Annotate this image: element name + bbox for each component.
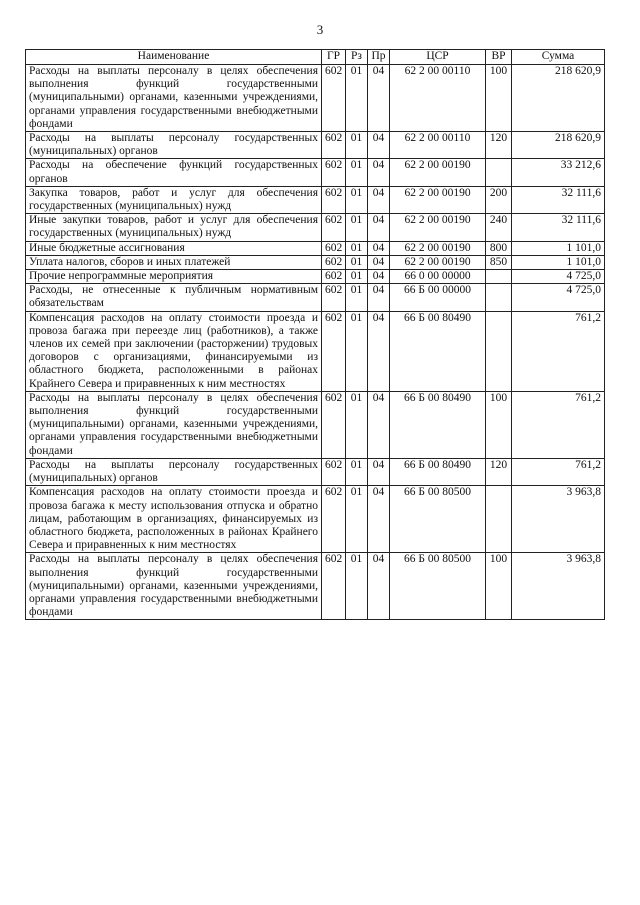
cell-vr: 800 (486, 241, 512, 255)
cell-pr: 04 (368, 132, 390, 159)
cell-gr: 602 (322, 284, 346, 311)
cell-name: Иные закупки товаров, работ и услуг для обеспечения государственных (муниципальных) нужд (26, 214, 322, 241)
cell-rz: 01 (346, 241, 368, 255)
cell-csr: 62 2 00 00190 (390, 214, 486, 241)
cell-sum: 4 725,0 (512, 284, 605, 311)
cell-gr: 602 (322, 458, 346, 485)
cell-sum: 761,2 (512, 311, 605, 391)
cell-pr: 04 (368, 255, 390, 269)
cell-pr: 04 (368, 65, 390, 132)
cell-name: Закупка товаров, работ и услуг для обеспечения государственных (муниципальных) нужд (26, 186, 322, 213)
cell-sum: 32 111,6 (512, 214, 605, 241)
cell-gr: 602 (322, 65, 346, 132)
cell-sum: 3 963,8 (512, 553, 605, 620)
cell-pr: 04 (368, 486, 390, 553)
cell-rz: 01 (346, 458, 368, 485)
cell-pr: 04 (368, 186, 390, 213)
cell-rz: 01 (346, 132, 368, 159)
table-row (26, 255, 605, 269)
cell-sum: 761,2 (512, 391, 605, 458)
cell-name: Уплата налогов, сборов и иных платежей (26, 255, 322, 269)
cell-pr: 04 (368, 391, 390, 458)
cell-csr: 66 Б 00 00000 (390, 284, 486, 311)
cell-vr (486, 311, 512, 391)
cell-rz: 01 (346, 391, 368, 458)
cell-pr: 04 (368, 159, 390, 186)
column-header-name: Наименование (26, 50, 322, 65)
cell-vr (486, 486, 512, 553)
cell-name: Прочие непрограммные мероприятия (26, 270, 322, 284)
budget-expenditure-table (25, 49, 605, 620)
cell-vr (486, 270, 512, 284)
cell-vr: 100 (486, 65, 512, 132)
cell-name: Расходы на выплаты персоналу государственных (муниципальных) органов (26, 132, 322, 159)
cell-csr: 62 2 00 00110 (390, 132, 486, 159)
cell-pr: 04 (368, 270, 390, 284)
cell-vr: 240 (486, 214, 512, 241)
cell-gr: 602 (322, 270, 346, 284)
cell-rz: 01 (346, 270, 368, 284)
cell-pr: 04 (368, 241, 390, 255)
cell-rz: 01 (346, 311, 368, 391)
cell-rz: 01 (346, 553, 368, 620)
table-row (26, 553, 605, 620)
cell-vr: 120 (486, 132, 512, 159)
cell-sum: 4 725,0 (512, 270, 605, 284)
column-header-pr: Пр (368, 50, 390, 65)
cell-name: Расходы на выплаты персоналу в целях обеспечения выполнения функций государственными (муниципальными) органами, казенными учреждениями, органами управления государственными внебюджетными фондами (26, 391, 322, 458)
cell-csr: 66 Б 00 80490 (390, 391, 486, 458)
cell-gr: 602 (322, 159, 346, 186)
cell-gr: 602 (322, 186, 346, 213)
cell-name: Расходы на выплаты персоналу в целях обеспечения выполнения функций государственными (муниципальными) органами, казенными учреждениями, органами управления государственными внебюджетными фондами (26, 65, 322, 132)
cell-gr: 602 (322, 391, 346, 458)
table-row (26, 458, 605, 485)
cell-gr: 602 (322, 486, 346, 553)
cell-sum: 761,2 (512, 458, 605, 485)
cell-name: Расходы на выплаты персоналу в целях обеспечения выполнения функций государственными (муниципальными) органами, казенными учреждениями, органами управления государственными внебюджетными фондами (26, 553, 322, 620)
cell-vr: 200 (486, 186, 512, 213)
cell-gr: 602 (322, 214, 346, 241)
cell-gr: 602 (322, 132, 346, 159)
cell-sum: 3 963,8 (512, 486, 605, 553)
column-header-rz: Рз (346, 50, 368, 65)
cell-csr: 62 2 00 00190 (390, 255, 486, 269)
table-row (26, 241, 605, 255)
cell-csr: 62 2 00 00110 (390, 65, 486, 132)
cell-csr: 66 Б 00 80490 (390, 311, 486, 391)
cell-csr: 66 Б 00 80490 (390, 458, 486, 485)
cell-sum: 1 101,0 (512, 255, 605, 269)
cell-gr: 602 (322, 311, 346, 391)
table-row (26, 486, 605, 553)
cell-sum: 1 101,0 (512, 241, 605, 255)
cell-rz: 01 (346, 255, 368, 269)
cell-rz: 01 (346, 186, 368, 213)
table-row (26, 284, 605, 311)
cell-pr: 04 (368, 553, 390, 620)
cell-vr: 100 (486, 553, 512, 620)
column-header-gr: ГР (322, 50, 346, 65)
cell-csr: 66 Б 00 80500 (390, 553, 486, 620)
table-row (26, 391, 605, 458)
cell-vr (486, 284, 512, 311)
cell-pr: 04 (368, 214, 390, 241)
cell-csr: 62 2 00 00190 (390, 159, 486, 186)
table-header-row (26, 50, 605, 65)
column-header-vr: ВР (486, 50, 512, 65)
cell-name: Компенсация расходов на оплату стоимости проезда и провоза багажа при переезде лиц (работников), а также членов их семей при заключении (расторжении) трудовых договоров с организациями, финансируемыми из областного бюджета, расположенными в районах Крайнего Севера и приравненных к ним местностях (26, 311, 322, 391)
cell-rz: 01 (346, 159, 368, 186)
column-header-sum: Сумма (512, 50, 605, 65)
cell-vr (486, 159, 512, 186)
table-row (26, 311, 605, 391)
table-body (26, 65, 605, 620)
cell-name: Расходы на обеспечение функций государственных органов (26, 159, 322, 186)
cell-gr: 602 (322, 255, 346, 269)
column-header-csr: ЦСР (390, 50, 486, 65)
cell-pr: 04 (368, 284, 390, 311)
table-row (26, 65, 605, 132)
cell-pr: 04 (368, 311, 390, 391)
table-row (26, 132, 605, 159)
cell-name: Расходы, не отнесенные к публичным нормативным обязательствам (26, 284, 322, 311)
cell-csr: 62 2 00 00190 (390, 186, 486, 213)
cell-vr: 120 (486, 458, 512, 485)
cell-vr: 850 (486, 255, 512, 269)
page-number: 3 (316, 22, 324, 37)
cell-sum: 33 212,6 (512, 159, 605, 186)
cell-sum: 32 111,6 (512, 186, 605, 213)
cell-rz: 01 (346, 486, 368, 553)
table-row (26, 214, 605, 241)
table-row (26, 270, 605, 284)
cell-csr: 66 0 00 00000 (390, 270, 486, 284)
cell-vr: 100 (486, 391, 512, 458)
cell-rz: 01 (346, 65, 368, 132)
cell-name: Расходы на выплаты персоналу государственных (муниципальных) органов (26, 458, 322, 485)
cell-pr: 04 (368, 458, 390, 485)
cell-name: Компенсация расходов на оплату стоимости проезда и провоза багажа к месту использования отпуска и обратно лицам, работающим в организациях, финансируемых из областного бюджета, расположенных в районах Крайнего Севера и приравненных к ним местностях (26, 486, 322, 553)
cell-name: Иные бюджетные ассигнования (26, 241, 322, 255)
table-row (26, 159, 605, 186)
cell-rz: 01 (346, 284, 368, 311)
cell-rz: 01 (346, 214, 368, 241)
cell-csr: 62 2 00 00190 (390, 241, 486, 255)
cell-sum: 218 620,9 (512, 65, 605, 132)
cell-gr: 602 (322, 553, 346, 620)
cell-gr: 602 (322, 241, 346, 255)
cell-sum: 218 620,9 (512, 132, 605, 159)
cell-csr: 66 Б 00 80500 (390, 486, 486, 553)
table-row (26, 186, 605, 213)
